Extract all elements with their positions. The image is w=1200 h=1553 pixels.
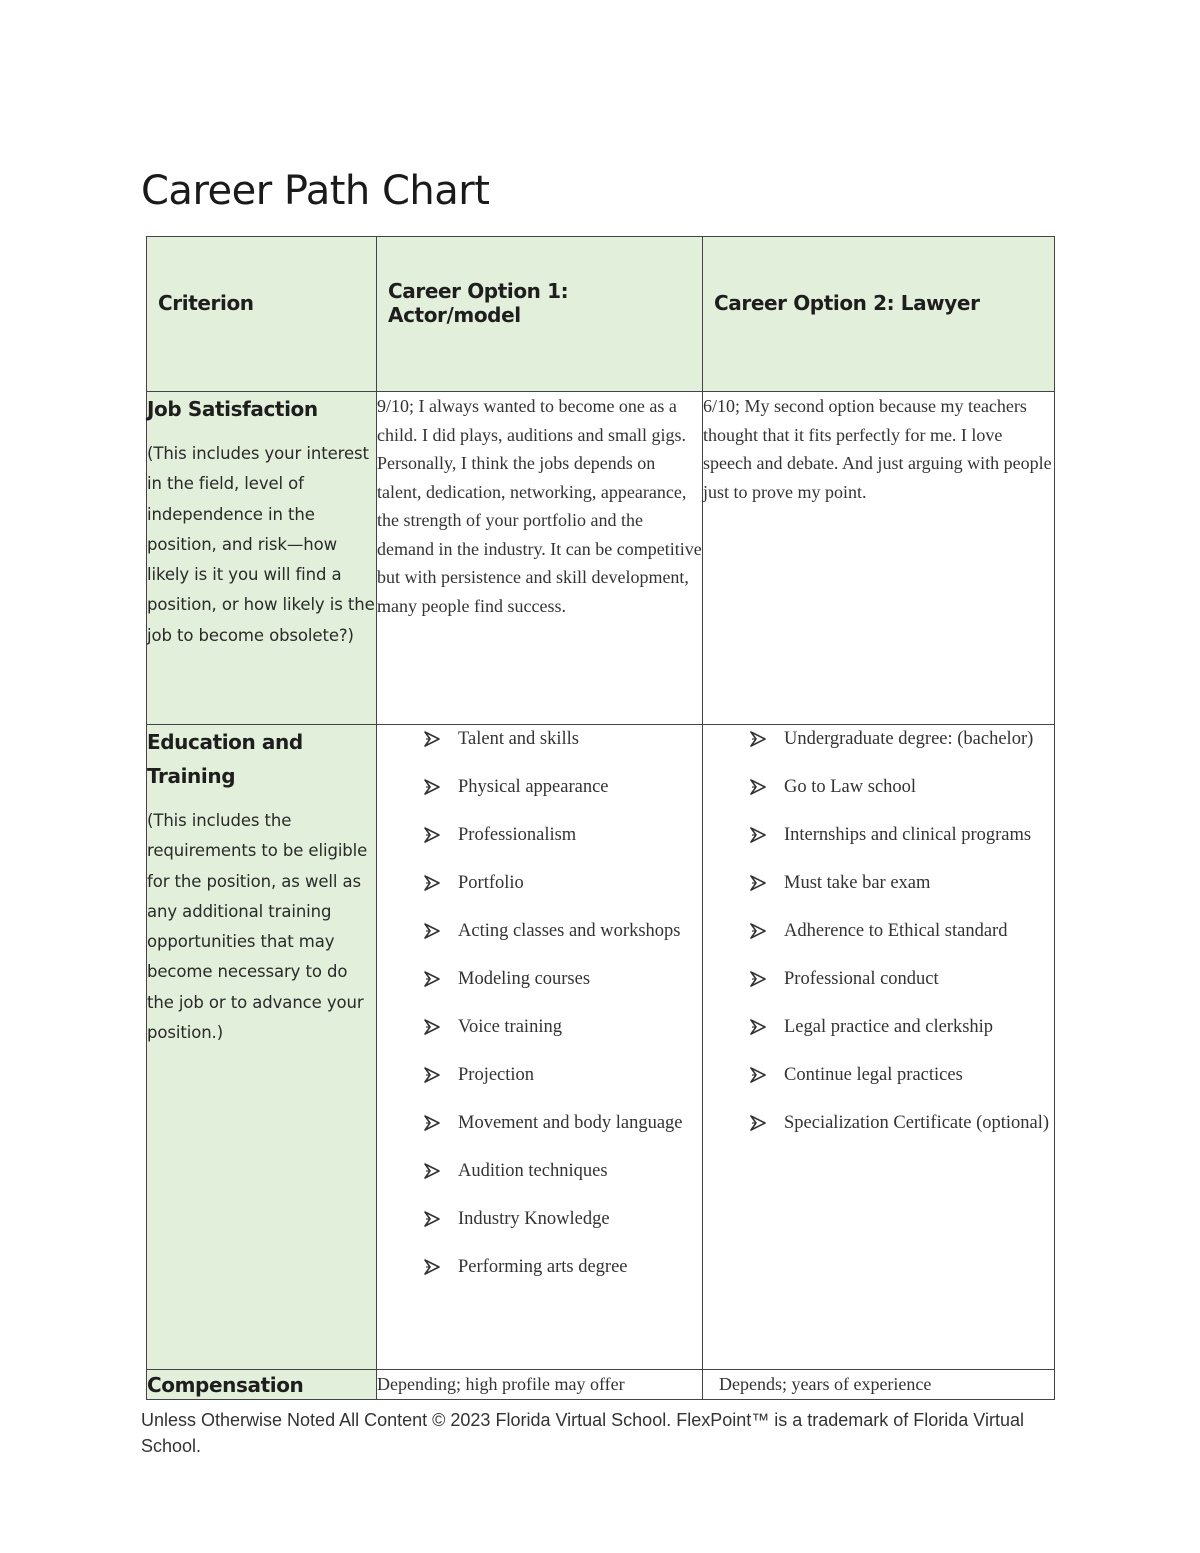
arrowhead-bullet-icon bbox=[749, 773, 769, 801]
education-option-2-list bbox=[703, 725, 1054, 1138]
list-item bbox=[703, 1109, 1054, 1138]
list-item-text: Talent and skills bbox=[458, 729, 579, 749]
list-item-text: Audition techniques bbox=[458, 1161, 608, 1181]
arrowhead-bullet-icon bbox=[749, 725, 769, 753]
career-path-table bbox=[146, 236, 1055, 1400]
list-item bbox=[703, 1013, 1054, 1042]
list-item-text: Modeling courses bbox=[458, 969, 591, 989]
arrowhead-bullet-icon bbox=[423, 1109, 443, 1137]
list-item-text: Specialization Certificate (optional) bbox=[784, 1113, 1050, 1133]
criterion-description: (This includes your interest in the field, level of independence in the position, and risk—how likely is it you will find a position, or how likely is the job to become obsolete?) bbox=[147, 444, 375, 645]
arrowhead-bullet-icon bbox=[749, 917, 769, 945]
arrowhead-bullet-icon bbox=[749, 869, 769, 897]
education-option-2 bbox=[703, 725, 1055, 1370]
list-item-text: Internships and clinical programs bbox=[784, 825, 1032, 845]
list-item bbox=[377, 1109, 702, 1138]
list-item-text: Undergraduate degree: (bachelor) bbox=[784, 729, 1034, 749]
list-item bbox=[377, 1205, 702, 1234]
criterion-name: Education and Training bbox=[147, 730, 303, 788]
list-item bbox=[377, 917, 702, 946]
list-item bbox=[377, 869, 702, 898]
job-satisfaction-row bbox=[147, 392, 1055, 725]
list-item-text: Adherence to Ethical standard bbox=[784, 921, 1008, 941]
job-satisfaction-option-1: 9/10; I always wanted to become one as a child. I did plays, auditions and small gigs. Personally, I think the jobs depends on talent, dedication, networking, appearance, the strength of your portfolio and the demand in the industry. It can be competitive but with persistence and skill development, many people find success. bbox=[377, 392, 703, 725]
arrowhead-bullet-icon bbox=[749, 965, 769, 993]
list-item-text: Portfolio bbox=[458, 873, 524, 893]
arrowhead-bullet-icon bbox=[423, 917, 443, 945]
job-satisfaction-option-2: 6/10; My second option because my teachers thought that it fits perfectly for me. I love speech and debate. And just arguing with people just to prove my point. bbox=[703, 392, 1055, 725]
list-item-text: Acting classes and workshops bbox=[458, 921, 681, 941]
list-item bbox=[703, 725, 1054, 754]
list-item-text: Physical appearance bbox=[458, 777, 609, 797]
list-item-text: Go to Law school bbox=[784, 777, 917, 797]
list-item-text: Professionalism bbox=[458, 825, 577, 845]
list-item-text: Industry Knowledge bbox=[458, 1209, 610, 1229]
criterion-name: Compensation bbox=[147, 1373, 304, 1397]
compensation-row bbox=[147, 1370, 1055, 1400]
arrowhead-bullet-icon bbox=[423, 869, 443, 897]
education-row bbox=[147, 725, 1055, 1370]
criterion-cell bbox=[147, 725, 377, 1370]
list-item bbox=[377, 821, 702, 850]
arrowhead-bullet-icon bbox=[423, 1205, 443, 1233]
list-item bbox=[703, 965, 1054, 994]
list-item bbox=[377, 1061, 702, 1090]
arrowhead-bullet-icon bbox=[423, 1061, 443, 1089]
arrowhead-bullet-icon bbox=[423, 821, 443, 849]
list-item bbox=[377, 1013, 702, 1042]
arrowhead-bullet-icon bbox=[749, 1013, 769, 1041]
arrowhead-bullet-icon bbox=[423, 1157, 443, 1185]
education-option-1 bbox=[377, 725, 703, 1370]
list-item-text: Movement and body language bbox=[458, 1113, 683, 1133]
list-item-text: Must take bar exam bbox=[784, 873, 931, 893]
arrowhead-bullet-icon bbox=[423, 965, 443, 993]
arrowhead-bullet-icon bbox=[423, 725, 443, 753]
list-item bbox=[703, 821, 1054, 850]
arrowhead-bullet-icon bbox=[749, 1061, 769, 1089]
header-option-1: Career Option 1: Actor/model bbox=[377, 237, 703, 392]
header-option-2: Career Option 2: Lawyer bbox=[703, 237, 1055, 392]
list-item-text: Continue legal practices bbox=[784, 1065, 963, 1085]
arrowhead-bullet-icon bbox=[423, 1013, 443, 1041]
list-item bbox=[377, 1157, 702, 1186]
list-item bbox=[377, 773, 702, 802]
criterion-cell bbox=[147, 1370, 377, 1400]
education-option-1-list bbox=[377, 725, 702, 1282]
list-item bbox=[377, 1253, 702, 1282]
arrowhead-bullet-icon bbox=[423, 1253, 443, 1281]
footer-copyright: Unless Otherwise Noted All Content © 2023 Florida Virtual School. FlexPoint™ is a trademark of Florida Virtual School. bbox=[141, 1410, 1025, 1456]
arrowhead-bullet-icon bbox=[749, 821, 769, 849]
list-item-text: Voice training bbox=[458, 1017, 562, 1037]
compensation-option-1: Depending; high profile may offer bbox=[377, 1370, 703, 1400]
criterion-name: Job Satisfaction bbox=[147, 397, 318, 421]
list-item-text: Professional conduct bbox=[784, 969, 939, 989]
list-item-text: Projection bbox=[458, 1065, 535, 1085]
list-item bbox=[703, 917, 1054, 946]
list-item bbox=[377, 965, 702, 994]
list-item bbox=[703, 869, 1054, 898]
list-item bbox=[703, 773, 1054, 802]
header-criterion: Criterion bbox=[147, 237, 377, 392]
compensation-option-2: Depends; years of experience bbox=[703, 1370, 1055, 1400]
criterion-description: (This includes the requirements to be eligible for the position, as well as any additional training opportunities that may become necessary to do the job or to advance your position.) bbox=[147, 811, 368, 1043]
list-item-text: Legal practice and clerkship bbox=[784, 1017, 994, 1037]
page-title: Career Path Chart bbox=[141, 168, 490, 214]
list-item-text: Performing arts degree bbox=[458, 1257, 628, 1277]
arrowhead-bullet-icon bbox=[749, 1109, 769, 1137]
criterion-cell bbox=[147, 392, 377, 725]
list-item bbox=[377, 725, 702, 754]
arrowhead-bullet-icon bbox=[423, 773, 443, 801]
list-item bbox=[703, 1061, 1054, 1090]
table-header-row bbox=[147, 237, 1055, 392]
